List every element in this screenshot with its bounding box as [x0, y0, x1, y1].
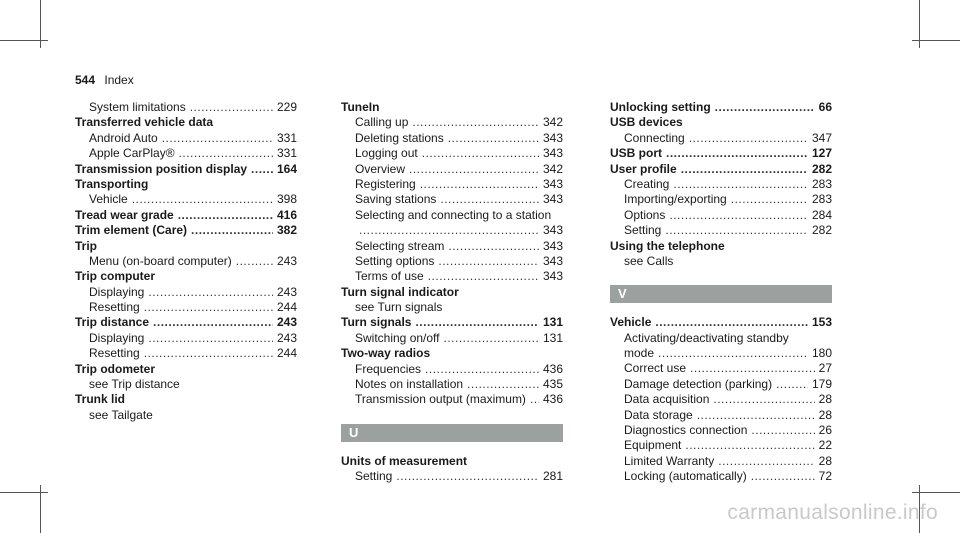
entry-text: Correct use	[624, 361, 687, 376]
page-ref: 343	[542, 192, 563, 207]
dot-leader	[444, 331, 539, 346]
page-ref: 281	[542, 469, 563, 484]
dot-leader	[178, 208, 273, 223]
entry-text: Data storage	[624, 407, 693, 422]
entry-list	[341, 454, 563, 485]
index-heading	[75, 208, 297, 223]
index-subentry	[75, 300, 297, 315]
entry-text: Displaying	[89, 330, 145, 345]
index-subentry	[341, 269, 563, 284]
crop-mark	[0, 40, 48, 41]
entry-list	[610, 315, 832, 484]
dot-leader	[448, 239, 539, 254]
entry-text: Setting	[355, 469, 393, 484]
entry-text: Activating/deactivating standby	[624, 330, 789, 345]
dot-leader	[409, 162, 539, 177]
entry-text: Terms of use	[355, 269, 424, 284]
page-ref: 179	[811, 376, 832, 391]
dot-leader	[669, 208, 808, 223]
entry-text: Calling up	[355, 115, 409, 130]
entry-text: Menu (on-board computer)	[89, 253, 232, 268]
index-subentry	[341, 223, 563, 238]
entry-text: see Turn signals	[355, 300, 443, 315]
page-ref: 343	[542, 238, 563, 253]
page-ref: 127	[811, 146, 832, 161]
index-heading	[75, 177, 297, 192]
entry-text: Tread wear grade	[75, 207, 174, 222]
dot-leader	[415, 315, 539, 330]
page-ref: 331	[276, 146, 297, 161]
index-heading	[75, 223, 297, 238]
index-subentry	[75, 192, 297, 207]
entry-text: System limitations	[89, 100, 186, 114]
entry-text: Data acquisition	[624, 392, 710, 407]
dot-leader	[681, 162, 808, 177]
page-ref: 244	[276, 346, 297, 361]
index-subentry	[610, 177, 832, 192]
crop-mark	[912, 40, 960, 41]
index-subentry	[341, 115, 563, 130]
index-subentry	[610, 131, 832, 146]
dot-leader	[179, 146, 273, 161]
page-ref: 284	[811, 207, 832, 222]
page-ref: 131	[542, 315, 563, 330]
dot-leader	[236, 254, 273, 269]
dot-leader	[191, 223, 273, 238]
crop-mark	[912, 492, 960, 493]
page-ref: 343	[542, 269, 563, 284]
dot-leader	[665, 223, 808, 238]
index-subentry	[341, 208, 563, 223]
page-ref: 243	[276, 315, 297, 330]
page-ref: 342	[542, 115, 563, 130]
section-letter-u: U	[341, 424, 563, 442]
entry-text: Switching on/off	[355, 330, 440, 345]
dot-leader	[751, 469, 815, 484]
index-subentry	[341, 131, 563, 146]
index-subentry	[341, 162, 563, 177]
entry-text: see Trip distance	[89, 377, 180, 392]
index-subentry	[341, 300, 563, 315]
index-heading	[75, 362, 297, 377]
entry-text: Diagnostics connection	[624, 423, 748, 438]
entry-text: Turn signals	[341, 315, 412, 330]
dot-leader	[718, 454, 814, 469]
index-subentry	[610, 361, 832, 376]
entry-list	[341, 100, 563, 408]
section-letter-v: V	[610, 285, 832, 303]
dot-leader	[425, 362, 539, 377]
dot-leader	[666, 146, 808, 161]
entry-text: Limited Warranty	[624, 453, 715, 468]
index-heading	[75, 315, 297, 330]
page-ref: 26	[818, 423, 832, 438]
entry-text: Options	[624, 207, 666, 222]
index-heading	[75, 115, 297, 130]
entry-text: Damage detection (parking)	[624, 376, 773, 391]
dot-leader	[359, 223, 539, 238]
index-heading	[610, 115, 832, 130]
dot-leader	[715, 100, 815, 115]
index-subentry	[75, 131, 297, 146]
dot-leader	[440, 192, 539, 207]
entry-text: Selecting stream	[355, 238, 445, 253]
index-subentry	[75, 377, 297, 392]
dot-leader	[530, 392, 539, 407]
entry-text: Units of measurement	[341, 453, 468, 468]
page-ref: 436	[542, 361, 563, 376]
entry-text: USB devices	[610, 115, 683, 130]
page-ref: 66	[818, 100, 832, 114]
dot-leader	[776, 377, 808, 392]
dot-leader	[144, 346, 273, 361]
index-subentry	[341, 362, 563, 377]
index-subentry	[610, 346, 832, 361]
dot-leader	[396, 469, 539, 484]
index-subentry	[610, 192, 832, 207]
dot-leader	[690, 361, 815, 376]
index-subentry	[341, 392, 563, 407]
page-ref: 180	[811, 346, 832, 361]
page-ref: 282	[811, 161, 832, 176]
page-ref: 28	[818, 453, 832, 468]
entry-text: mode	[624, 346, 655, 361]
entry-text: Trunk lid	[75, 392, 126, 407]
index-subentry	[610, 392, 832, 407]
page-ref: 28	[818, 392, 832, 407]
page-ref: 164	[276, 161, 297, 176]
crop-mark	[0, 492, 48, 493]
index-subentry	[610, 423, 832, 438]
index-subentry	[75, 408, 297, 423]
dot-leader	[428, 269, 539, 284]
entry-text: Turn signal indicator	[341, 284, 459, 299]
entry-text: Transferred vehicle data	[75, 115, 214, 130]
page-ref: 416	[276, 207, 297, 222]
entry-text: Trip	[75, 238, 98, 253]
page-ref: 153	[811, 315, 832, 330]
entry-text: Resetting	[89, 300, 140, 315]
entry-text: Setting options	[355, 253, 435, 268]
index-subentry	[610, 331, 832, 346]
index-heading	[341, 285, 563, 300]
dot-leader	[751, 423, 814, 438]
dot-leader	[144, 300, 273, 315]
entry-text: see Tailgate	[89, 407, 153, 422]
page-ref: 347	[811, 130, 832, 145]
page-ref: 22	[818, 438, 832, 453]
index-subentry	[341, 377, 563, 392]
index-heading	[341, 454, 563, 469]
index-column-1	[75, 100, 297, 423]
entry-text: Equipment	[624, 438, 682, 453]
dot-leader	[438, 254, 539, 269]
entry-text: Importing/exporting	[624, 192, 727, 207]
entry-text: Resetting	[89, 346, 140, 361]
dot-leader	[713, 392, 814, 407]
dot-leader	[658, 346, 808, 361]
index-subentry	[610, 408, 832, 423]
dot-leader	[467, 377, 539, 392]
page-ref: 244	[276, 300, 297, 315]
entry-text: Transmission position display	[75, 161, 248, 176]
entry-text: Selecting and connecting to a station	[355, 207, 552, 222]
entry-text: Logging out	[355, 146, 418, 161]
index-subentry	[75, 146, 297, 161]
dot-leader	[132, 192, 273, 207]
entry-text: TuneIn	[341, 100, 380, 114]
page-ref: 382	[276, 223, 297, 238]
page-ref: 229	[276, 100, 297, 114]
index-subentry	[610, 454, 832, 469]
dot-leader	[422, 146, 539, 161]
page-number: 544	[75, 73, 96, 87]
page-ref: 343	[542, 130, 563, 145]
page-header	[75, 73, 134, 87]
watermark: carmanualsonline.info	[727, 501, 938, 524]
entry-text: USB port	[610, 146, 662, 161]
page-ref: 283	[811, 176, 832, 191]
entry-text: Unlocking setting	[610, 100, 711, 114]
page-ref: 343	[542, 253, 563, 268]
index-column-2	[341, 100, 563, 485]
index-heading	[75, 239, 297, 254]
entry-text: Connecting	[624, 130, 685, 145]
entry-list	[75, 100, 297, 423]
dot-leader	[689, 131, 808, 146]
index-heading	[75, 392, 297, 407]
page-ref: 343	[542, 146, 563, 161]
index-subentry	[341, 254, 563, 269]
dot-leader	[420, 177, 539, 192]
index-heading	[75, 269, 297, 284]
entry-text: Displaying	[89, 284, 145, 299]
entry-text: Notes on installation	[355, 377, 464, 392]
entry-text: Saving stations	[355, 192, 437, 207]
index-heading	[75, 162, 297, 177]
entry-text: Vehicle	[89, 192, 128, 207]
index-subentry	[341, 146, 563, 161]
index-heading	[341, 346, 563, 361]
entry-text: see Calls	[624, 253, 674, 268]
index-subentry	[610, 254, 832, 269]
index-subentry	[610, 208, 832, 223]
dot-leader	[190, 100, 273, 115]
index-subentry	[610, 223, 832, 238]
dot-leader	[412, 115, 539, 130]
entry-text: User profile	[610, 161, 677, 176]
index-subentry	[341, 331, 563, 346]
page-ref: 243	[276, 253, 297, 268]
index-heading	[610, 239, 832, 254]
page-ref: 243	[276, 284, 297, 299]
index-heading	[610, 162, 832, 177]
entry-text: Frequencies	[355, 361, 422, 376]
entry-text: Transmission output (maximum)	[355, 392, 526, 407]
index-subentry	[341, 177, 563, 192]
page-ref: 283	[811, 192, 832, 207]
index-subentry	[610, 438, 832, 453]
index-heading	[341, 100, 563, 115]
entry-text: Overview	[355, 161, 406, 176]
dot-leader	[697, 408, 815, 423]
page-ref: 343	[542, 223, 563, 238]
page-ref: 131	[542, 330, 563, 345]
page-ref: 435	[542, 377, 563, 392]
index-subentry	[610, 469, 832, 484]
dot-leader	[448, 131, 539, 146]
index-subentry	[341, 192, 563, 207]
page-ref: 72	[818, 469, 832, 484]
index-subentry	[341, 469, 563, 484]
dot-leader	[148, 285, 273, 300]
index-heading	[610, 146, 832, 161]
index-subentry	[75, 331, 297, 346]
page-ref: 282	[811, 223, 832, 238]
page-ref: 342	[542, 161, 563, 176]
entry-text: Trim element (Care)	[75, 223, 188, 238]
entry-text: Trip odometer	[75, 361, 156, 376]
page-ref: 28	[818, 407, 832, 422]
entry-text: Creating	[624, 176, 670, 191]
index-heading	[341, 315, 563, 330]
entry-text: Two-way radios	[341, 346, 431, 361]
page-ref: 398	[276, 192, 297, 207]
dot-leader	[148, 331, 273, 346]
entry-text: Using the telephone	[610, 238, 725, 253]
index-heading	[610, 100, 832, 115]
page-ref: 331	[276, 130, 297, 145]
dot-leader	[153, 315, 273, 330]
index-subentry	[75, 285, 297, 300]
entry-text: Trip computer	[75, 269, 156, 284]
dot-leader	[251, 162, 273, 177]
dot-leader	[655, 315, 808, 330]
index-subentry	[341, 239, 563, 254]
entry-text: Android Auto	[89, 130, 158, 145]
dot-leader	[685, 438, 814, 453]
dot-leader	[673, 177, 808, 192]
page-ref: 343	[542, 176, 563, 191]
index-column-3	[610, 100, 832, 485]
entry-text: Locking (automatically)	[624, 469, 747, 484]
index-heading	[610, 315, 832, 330]
index-subentry	[75, 254, 297, 269]
entry-text: Deleting stations	[355, 130, 444, 145]
page-ref: 436	[542, 392, 563, 407]
entry-list	[610, 100, 832, 269]
page-ref: 27	[818, 361, 832, 376]
dot-leader	[731, 192, 808, 207]
entry-text: Registering	[355, 176, 416, 191]
entry-text: Apple CarPlay®	[89, 146, 175, 161]
entry-text: Vehicle	[610, 315, 652, 330]
index-subentry	[75, 346, 297, 361]
index-subentry	[610, 377, 832, 392]
dot-leader	[162, 131, 273, 146]
page-ref: 243	[276, 330, 297, 345]
entry-text: Trip distance	[75, 315, 150, 330]
entry-text: Transporting	[75, 176, 149, 191]
index-subentry	[75, 100, 297, 115]
entry-text: Setting	[624, 223, 662, 238]
page-title: Index	[104, 73, 134, 87]
